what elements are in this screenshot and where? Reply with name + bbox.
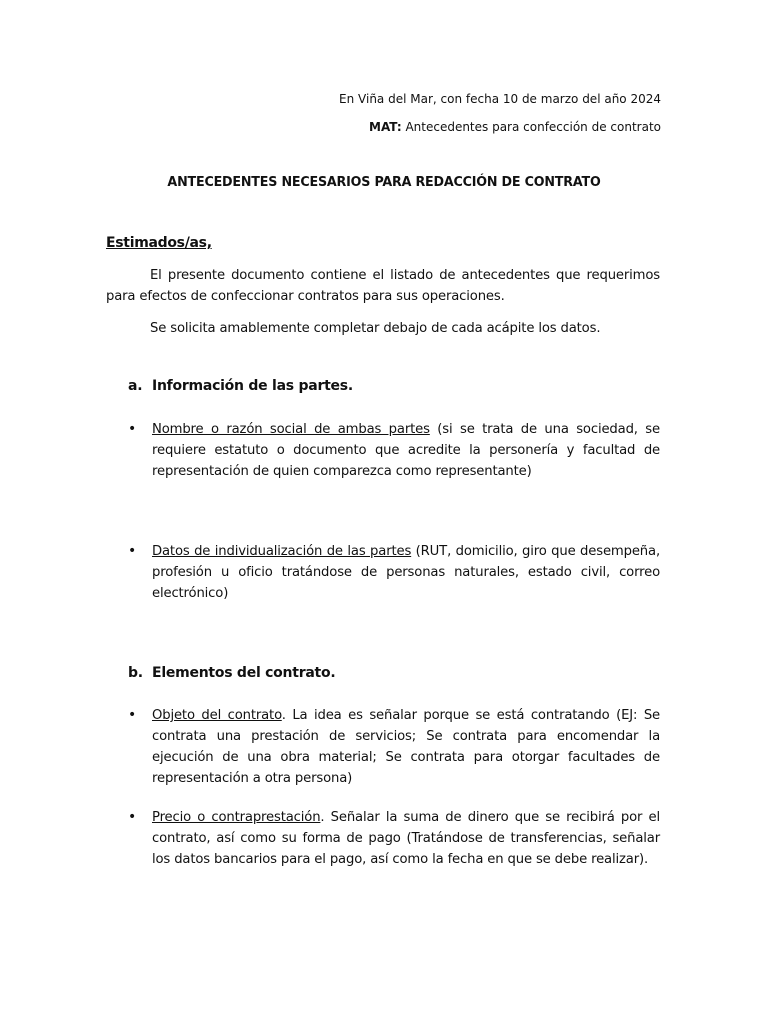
subject-line: [369, 119, 661, 135]
bullet-icon: •: [128, 809, 137, 825]
section-letter: a.: [128, 378, 143, 394]
section-heading-parties: [128, 378, 353, 394]
list-item-key: Precio o contraprestación: [152, 810, 321, 825]
section-title: Elementos del contrato.: [152, 665, 336, 681]
bullet-icon: •: [128, 543, 137, 559]
section-letter: b.: [128, 665, 143, 681]
intro-paragraph: El presente documento contiene el listado de antecedentes que requerimos para efectos de confeccionar contratos para sus operaciones.: [106, 268, 660, 304]
list-item-text: [152, 541, 660, 604]
subject-text: Antecedentes para confección de contrato: [401, 120, 661, 134]
list-item-text: [152, 419, 660, 482]
list-item-key: Objeto del contrato: [152, 708, 282, 723]
list-item-detail: (RUT, domicilio, giro que desempeña, profesión u oficio tratándose de personas naturales, estado civil, correo electrónico): [152, 544, 660, 601]
list-item-key: Datos de individualización de las partes: [152, 544, 412, 559]
request-paragraph: Se solicita amablemente completar debajo de cada acápite los datos.: [150, 321, 601, 336]
list-item-text: [152, 705, 660, 789]
list-item-detail: . Señalar la suma de dinero que se recibirá por el contrato, así como su forma de pago (Tratándose de transferencias, señalar los datos bancarios para el pago, así como la fecha en que se debe realizar).: [152, 810, 660, 867]
document-title: ANTECEDENTES NECESARIOS PARA REDACCIÓN DE CONTRATO: [167, 174, 601, 190]
subject-label: MAT:: [369, 120, 402, 134]
list-item-detail: . La idea es señalar porque se está contratando (EJ: Se contrata una prestación de servicios; Se contrata para encomendar la ejecución de una obra material; Se contrata para otorgar facultades de representación a otra persona): [152, 708, 660, 786]
greeting: Estimados/as,: [106, 235, 212, 251]
date-line: En Viña del Mar, con fecha 10 de marzo del año 2024: [339, 92, 661, 106]
list-item-detail: (si se trata de una sociedad, se requiere estatuto o documento que acredite la personería y facultad de representación de quien comparezca como representante): [152, 422, 660, 479]
bullet-icon: •: [128, 707, 137, 723]
bullet-icon: •: [128, 421, 137, 437]
section-heading-contract-elements: [128, 665, 335, 681]
list-item-key: Nombre o razón social de ambas partes: [152, 422, 430, 437]
list-item-text: [152, 807, 660, 870]
section-title: Información de las partes.: [152, 378, 353, 394]
